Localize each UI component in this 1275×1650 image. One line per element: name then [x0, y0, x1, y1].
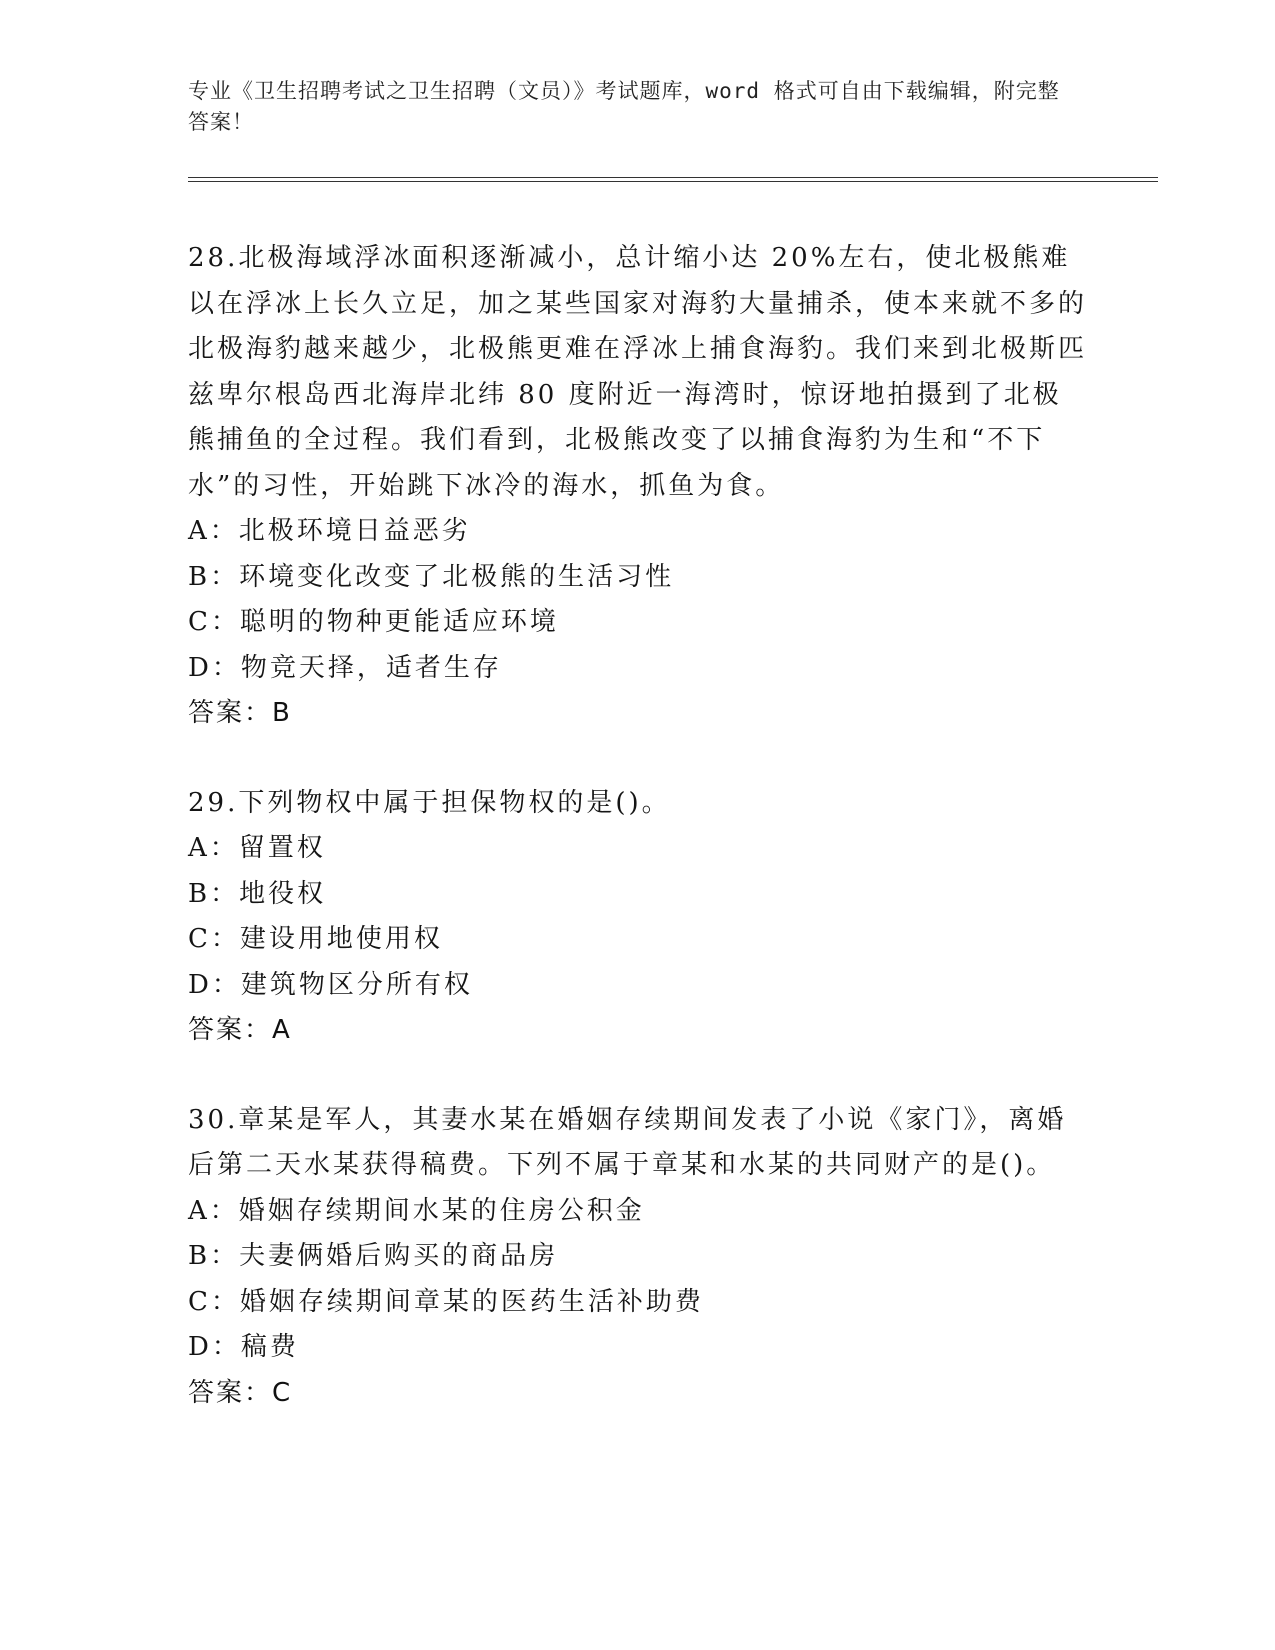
question-stem: 28.北极海域浮冰面积逐渐减小，总计缩小达 20%左右，使北极熊难以在浮冰上长久立足，加之某些国家对海豹大量捕杀，使本来就不多的北极海豹越来越少，北极熊更难在浮冰上捕食海豹。我们来到北极斯匹兹卑尔根岛西北海岸北纬 80 度附近一海湾时，惊讶地拍摄到了北极熊捕鱼的全过程。我们看到，北极熊改变了以捕食海豹为生和“不下水”的习性，开始跳下冰冷的海水，抓鱼为食。	[188, 243, 1088, 501]
question-28	[188, 236, 1088, 737]
option-b: B：环境变化改变了北极熊的生活习性	[188, 561, 675, 592]
header-divider-top	[188, 177, 1158, 178]
option-c: C：聪明的物种更能适应环境	[188, 607, 559, 637]
option-b: B：夫妻俩婚后购买的商品房	[188, 1241, 559, 1271]
option-a: A：婚姻存续期间水某的住房公积金	[188, 1195, 645, 1226]
document-header: 专业《卫生招聘考试之卫生招聘（文员）》考试题库，word 格式可自由下载编辑，附完整答案！	[188, 79, 1060, 134]
question-stem: 30.章某是军人，其妻水某在婚姻存续期间发表了小说《家门》，离婚后第二天水某获得稿费。下列不属于章某和水某的共同财产的是()。	[188, 1104, 1067, 1180]
option-d: D：建筑物区分所有权	[188, 969, 473, 1000]
question-30	[188, 1098, 1088, 1417]
option-d: D：物竞天择，适者生存	[188, 652, 502, 683]
question-29	[188, 781, 1088, 1054]
answer-line: 答案：C	[188, 1377, 293, 1408]
option-a: A：北极环境日益恶劣	[188, 516, 471, 546]
option-c: C：婚姻存续期间章某的医药生活补助费	[188, 1286, 704, 1317]
option-b: B：地役权	[188, 878, 327, 909]
option-d: D：稿费	[188, 1332, 299, 1362]
answer-line: 答案：A	[188, 1015, 292, 1045]
answer-line: 答案：B	[188, 698, 292, 728]
header-divider-bottom	[188, 181, 1158, 182]
question-stem: 29.下列物权中属于担保物权的是()。	[188, 787, 671, 818]
option-c: C：建设用地使用权	[188, 924, 443, 954]
question-list	[188, 236, 1088, 1460]
option-a: A：留置权	[188, 833, 326, 863]
